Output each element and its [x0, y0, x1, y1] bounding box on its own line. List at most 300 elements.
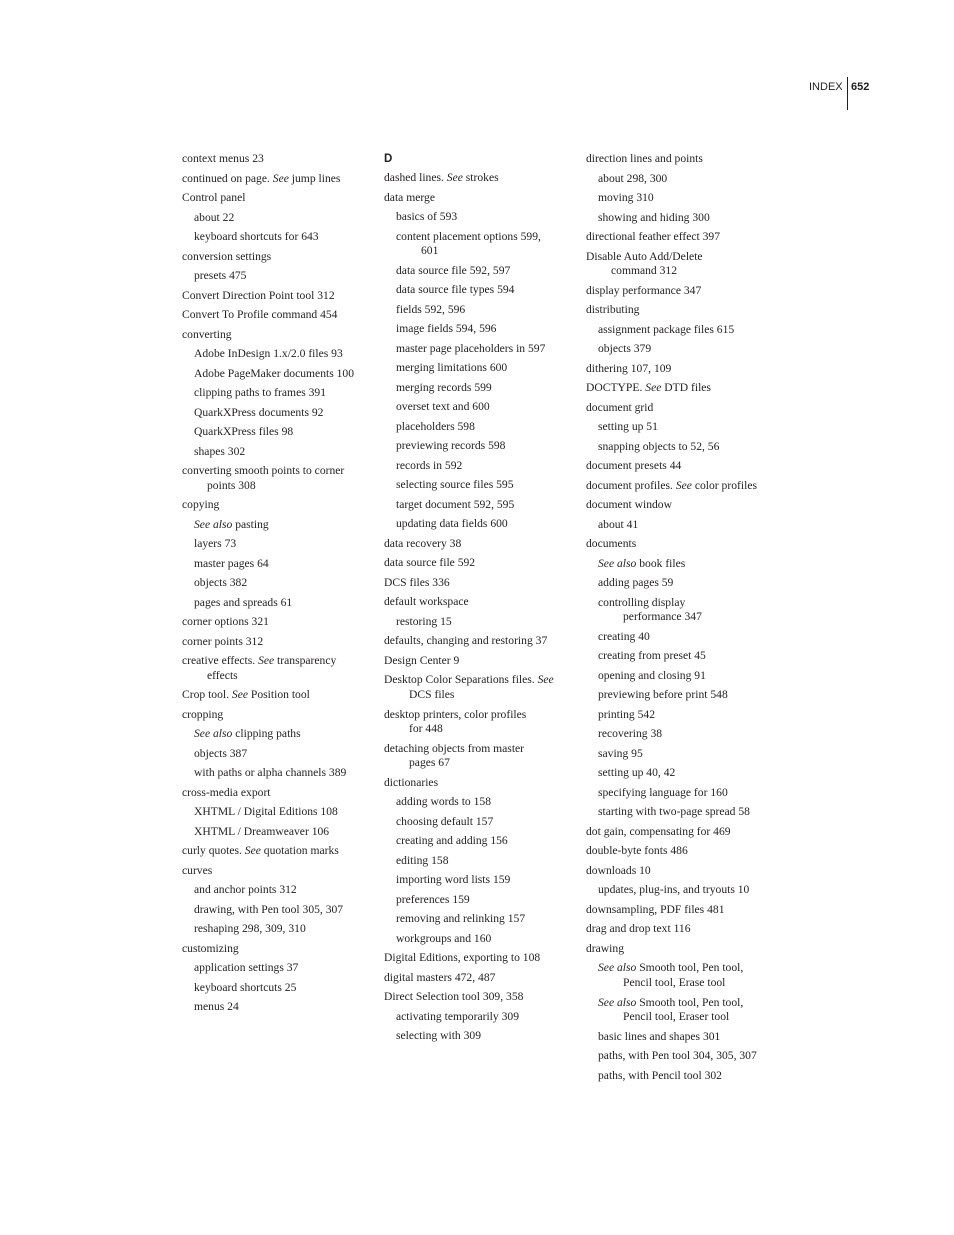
index-subentry: [182, 269, 377, 284]
entry-text-segment: Crop tool.: [182, 688, 232, 702]
index-subentry: [182, 903, 377, 918]
index-subentry: [182, 211, 377, 226]
index-entry: [384, 556, 579, 571]
index-subentry: [586, 688, 781, 703]
index-entry: [384, 634, 579, 649]
index-subentry: [182, 596, 377, 611]
index-subentry: [384, 322, 579, 337]
entry-text: cropping: [182, 707, 224, 721]
entry-text-segment: Smooth tool, Pen tool,: [636, 961, 744, 975]
entry-text: merging limitations 600: [396, 361, 508, 375]
cross-reference-label: See: [244, 844, 261, 858]
entry-text: placeholders 598: [396, 419, 475, 433]
entry-text-segment: strokes: [462, 171, 499, 185]
index-entry: [384, 971, 579, 986]
entry-text: creating and adding 156: [396, 834, 508, 848]
entry-text: clipping paths to frames 391: [194, 386, 327, 399]
entry-text: document window: [586, 498, 672, 512]
entry-text: detaching objects from master: [384, 741, 525, 755]
entry-text: layers 73: [194, 537, 237, 551]
entry-text: master pages 64: [194, 556, 269, 570]
entry-text: curves: [182, 863, 213, 877]
entry-text: saving 95: [598, 746, 643, 760]
entry-text-segment: Smooth tool, Pen tool,: [636, 995, 744, 1009]
entry-text-segment: quotation marks: [260, 844, 339, 858]
index-subentry: [182, 766, 377, 781]
index-subentry: [384, 420, 579, 435]
index-subentry: [182, 883, 377, 898]
entry-text: [586, 381, 781, 396]
index-subentry: [384, 439, 579, 454]
index-subentry: [384, 381, 579, 396]
index-entry: [182, 328, 377, 343]
entry-text-segment: continued on page.: [182, 171, 273, 185]
entry-text: QuarkXPress documents 92: [194, 405, 324, 419]
index-subentry: [384, 342, 579, 357]
index-subentry: [384, 932, 579, 947]
index-subentry: [586, 557, 781, 572]
entry-text: shapes 302: [194, 444, 246, 458]
index-subentry: [384, 854, 579, 869]
index-subentry: [586, 576, 781, 591]
index-entry: [182, 635, 377, 650]
entry-text: overset text and 600: [396, 400, 490, 414]
entry-continuation: performance 347: [623, 610, 702, 624]
index-entry: [384, 673, 579, 702]
cross-reference-label: See: [675, 478, 692, 492]
index-entry: [586, 864, 781, 879]
entry-continuation: 601: [421, 244, 439, 258]
entry-text: adding pages 59: [598, 576, 674, 590]
entry-text: digital masters 472, 487: [384, 970, 496, 984]
section-label: INDEX: [809, 81, 843, 93]
entry-text: basic lines and shapes 301: [598, 1029, 721, 1043]
entry-text: drawing: [586, 941, 624, 955]
index-subentry: [182, 425, 377, 440]
entry-text-segment: curly quotes.: [182, 844, 245, 858]
index-subentry: [586, 805, 781, 820]
entry-text: corner options 321: [182, 615, 269, 629]
index-entry: [586, 284, 781, 299]
index-subentry: [384, 303, 579, 318]
index-entry: [182, 708, 377, 723]
index-subentry: [586, 883, 781, 898]
entry-text: document grid: [586, 400, 654, 414]
entry-text-segment: document profiles.: [586, 478, 676, 492]
index-subentry: [182, 981, 377, 996]
entry-text: [194, 518, 377, 533]
entry-text: printing 542: [598, 707, 656, 721]
entry-text: context menus 23: [182, 152, 264, 165]
index-entry: [182, 844, 377, 859]
entry-text: conversion settings: [182, 249, 272, 263]
index-entry: [586, 303, 781, 318]
index-entry: [182, 289, 377, 304]
index-subentry: [586, 440, 781, 455]
cross-reference-label: See: [645, 381, 662, 395]
index-subentry: [182, 445, 377, 460]
index-subentry: [586, 323, 781, 338]
index-entry: [384, 990, 579, 1005]
index-subentry: [182, 961, 377, 976]
index-entry: [182, 172, 377, 187]
entry-text-segment: DOCTYPE.: [586, 381, 646, 395]
index-subentry: [586, 747, 781, 762]
index-subentry: [384, 361, 579, 376]
entry-text: dithering 107, 109: [586, 361, 672, 375]
index-subentry: [384, 1029, 579, 1044]
index-subentry: [586, 211, 781, 226]
entry-text: menus 24: [194, 1000, 239, 1014]
entry-text: objects 379: [598, 342, 652, 356]
entry-continuation: command 312: [611, 264, 678, 278]
entry-text: selecting with 309: [396, 1029, 482, 1043]
cross-reference-label: See: [446, 171, 463, 185]
entry-text: [598, 961, 781, 976]
entry-text: paths, with Pen tool 304, 305, 307: [598, 1049, 757, 1063]
entry-text: copying: [182, 498, 220, 512]
entry-text: XHTML / Digital Editions 108: [194, 805, 338, 819]
entry-text: content placement options 599,: [396, 229, 541, 243]
entry-text-segment: creative effects.: [182, 654, 259, 668]
index-subentry: [586, 191, 781, 206]
entry-text: image fields 594, 596: [396, 322, 497, 336]
index-subentry: [586, 596, 781, 625]
entry-text: paths, with Pencil tool 302: [598, 1068, 722, 1082]
entry-text: previewing before print 548: [598, 688, 728, 702]
index-entry: [384, 595, 579, 610]
entry-text: cross-media export: [182, 785, 271, 799]
entry-text: activating temporarily 309: [396, 1009, 519, 1023]
entry-text: distributing: [586, 303, 640, 317]
index-entry: [384, 537, 579, 552]
entry-text: opening and closing 91: [598, 668, 706, 682]
index-subentry: [182, 537, 377, 552]
index-subentry: [586, 669, 781, 684]
index-entry: [586, 844, 781, 859]
index-subentry: [586, 518, 781, 533]
index-subentry: [182, 576, 377, 591]
entry-text: corner points 312: [182, 634, 264, 648]
index-entry: [384, 776, 579, 791]
entry-text-segment: clipping paths: [232, 727, 301, 741]
entry-text: dot gain, compensating for 469: [586, 824, 731, 838]
entry-text: data recovery 38: [384, 536, 462, 550]
index-subentry: [586, 172, 781, 187]
index-subentry: [182, 727, 377, 742]
index-entry: [384, 576, 579, 591]
entry-text: updating data fields 600: [396, 517, 508, 531]
entry-text: specifying language for 160: [598, 785, 728, 799]
entry-text: creating 40: [598, 629, 650, 643]
index-entry: [586, 825, 781, 840]
entry-text: controlling display: [598, 595, 686, 609]
entry-text: document presets 44: [586, 459, 682, 473]
index-subentry: [182, 805, 377, 820]
entry-text: workgroups and 160: [396, 931, 492, 945]
index-subentry: [586, 727, 781, 742]
index-column-3: [586, 152, 781, 1084]
entry-text: keyboard shortcuts for 643: [194, 230, 319, 243]
index-subentry: [586, 1030, 781, 1045]
entry-text: removing and relinking 157: [396, 912, 526, 926]
index-column-1: [182, 152, 377, 1015]
index-subentry: [182, 1000, 377, 1015]
index-subentry: [384, 1010, 579, 1025]
entry-text: QuarkXPress files 98: [194, 425, 294, 438]
entry-text: target document 592, 595: [396, 497, 515, 511]
entry-text: reshaping 298, 309, 310: [194, 922, 306, 936]
entry-text: about 22: [194, 210, 235, 224]
entry-text-segment: jump lines: [288, 171, 341, 185]
entry-text: Convert To Profile command 454: [182, 308, 338, 321]
entry-text: drag and drop text 116: [586, 922, 691, 936]
entry-text: about 298, 300: [598, 171, 668, 185]
index-column-2: [384, 152, 579, 1044]
entry-text: data merge: [384, 190, 435, 204]
entry-text: application settings 37: [194, 961, 299, 975]
index-entry: [586, 401, 781, 416]
cross-reference-label: See: [537, 673, 554, 687]
entry-text: direction lines and points: [586, 152, 703, 165]
index-entry: [182, 464, 377, 493]
entry-text: data source file 592, 597: [396, 263, 511, 277]
index-subentry: [182, 518, 377, 533]
entry-text: snapping objects to 52, 56: [598, 439, 720, 453]
index-subentry: [182, 406, 377, 421]
entry-text: basics of 593: [396, 210, 458, 224]
entry-text: Design Center 9: [384, 653, 460, 667]
cross-reference-label: See also: [598, 995, 637, 1009]
entry-continuation: DCS files: [409, 688, 455, 702]
entry-text: presets 475: [194, 269, 247, 282]
entry-text: preferences 159: [396, 892, 470, 906]
entry-text: Digital Editions, exporting to 108: [384, 951, 541, 965]
entry-text: [194, 727, 377, 742]
index-entry: [586, 152, 781, 167]
entry-text-segment: Desktop Color Separations files.: [384, 673, 538, 687]
index-subentry: [384, 615, 579, 630]
cross-reference-label: See: [272, 171, 289, 185]
entry-text: [182, 172, 377, 187]
letter-heading: D: [384, 153, 393, 165]
index-entry: [586, 362, 781, 377]
index-entry: [384, 171, 579, 186]
index-entry: [182, 688, 377, 703]
index-entry: [586, 903, 781, 918]
entry-text: importing word lists 159: [396, 873, 511, 887]
entry-text: defaults, changing and restoring 37: [384, 634, 548, 648]
cross-reference-label: See also: [598, 961, 637, 975]
entry-text: about 41: [598, 517, 639, 531]
index-entry: [384, 951, 579, 966]
index-subentry: [586, 1049, 781, 1064]
index-subentry: [586, 766, 781, 781]
index-subentry: [586, 420, 781, 435]
index-subentry: [182, 825, 377, 840]
index-entry: [384, 191, 579, 206]
entry-text: editing 158: [396, 853, 449, 867]
index-subentry: [384, 210, 579, 225]
entry-text: Disable Auto Add/Delete: [586, 249, 703, 263]
entry-text: moving 310: [598, 191, 654, 204]
entry-text: [182, 844, 377, 859]
entry-text-segment: book files: [636, 556, 686, 570]
entry-continuation: effects: [207, 668, 238, 682]
entry-continuation: pages 67: [409, 756, 450, 770]
page-number: 652: [851, 81, 870, 93]
entry-text: and anchor points 312: [194, 883, 297, 897]
index-subentry: [586, 649, 781, 664]
index-entry: [182, 152, 377, 167]
entry-text: desktop printers, color profiles: [384, 707, 527, 721]
index-entry: [586, 922, 781, 937]
entry-text: assignment package files 615: [598, 322, 735, 336]
index-subentry: [384, 478, 579, 493]
index-subentry: [586, 1069, 781, 1084]
entry-text: recovering 38: [598, 727, 663, 741]
index-subentry: [384, 230, 579, 259]
entry-text: Direct Selection tool 309, 358: [384, 990, 524, 1004]
index-subentry: [182, 367, 377, 382]
entry-text: Convert Direction Point tool 312: [182, 288, 335, 302]
entry-text: customizing: [182, 941, 239, 955]
entry-text: default workspace: [384, 595, 469, 609]
entry-text: downsampling, PDF files 481: [586, 902, 725, 916]
entry-text: converting smooth points to corner: [182, 464, 345, 477]
entry-text: restoring 15: [396, 614, 452, 628]
entry-text: objects 387: [194, 746, 248, 760]
entry-text: previewing records 598: [396, 439, 506, 453]
entry-text: showing and hiding 300: [598, 210, 710, 224]
entry-text: setting up 40, 42: [598, 766, 676, 780]
entry-continuation: Pencil tool, Erase tool: [623, 976, 726, 990]
entry-text: keyboard shortcuts 25: [194, 980, 297, 994]
entry-text-segment: transparency: [274, 654, 337, 668]
index-subentry: [586, 630, 781, 645]
index-entry: [182, 942, 377, 957]
index-entry: [182, 498, 377, 513]
entry-text: [598, 557, 781, 572]
entry-text: [182, 654, 377, 669]
entry-text: [598, 996, 781, 1011]
index-entry: [182, 615, 377, 630]
index-subentry: [182, 557, 377, 572]
entry-text: fields 592, 596: [396, 302, 466, 316]
index-entry: [182, 864, 377, 879]
entry-text: XHTML / Dreamweaver 106: [194, 824, 330, 838]
header-divider: [847, 77, 848, 110]
index-entry: [182, 654, 377, 683]
cross-reference-label: See: [231, 688, 249, 702]
entry-text-segment: Position tool: [248, 688, 310, 702]
index-subentry: [384, 498, 579, 513]
entry-text: data source file 592: [384, 556, 476, 570]
entry-text: starting with two-page spread 58: [598, 805, 750, 819]
index-entry: [182, 191, 377, 206]
entry-text: adding words to 158: [396, 795, 491, 809]
entry-text: documents: [586, 537, 637, 551]
cross-reference-label: See also: [194, 517, 233, 531]
entry-text: merging records 599: [396, 380, 492, 394]
entry-text: downloads 10: [586, 863, 651, 877]
entry-text: with paths or alpha channels 389: [194, 766, 347, 780]
index-subentry: [384, 517, 579, 532]
cross-reference-label: See: [258, 654, 275, 668]
entry-continuation: points 308: [207, 478, 256, 492]
entry-text: drawing, with Pen tool 305, 307: [194, 902, 344, 916]
index-entry: [586, 537, 781, 552]
index-subentry: [182, 230, 377, 245]
index-subentry: [182, 347, 377, 362]
entry-text: Control panel: [182, 191, 246, 204]
index-entry: [182, 250, 377, 265]
entry-text: creating from preset 45: [598, 649, 706, 663]
entry-text-segment: pasting: [232, 517, 269, 531]
entry-text: pages and spreads 61: [194, 595, 293, 609]
index-entry: [182, 786, 377, 801]
index-entry: [586, 498, 781, 513]
entry-text: data source file types 594: [396, 283, 515, 297]
index-subentry: [586, 996, 781, 1025]
entry-text: DCS files 336: [384, 575, 450, 589]
index-entry: [384, 654, 579, 669]
index-entry: [384, 742, 579, 771]
index-subentry: [586, 961, 781, 990]
entry-text: [384, 673, 579, 688]
index-subentry: [384, 283, 579, 298]
index-subentry: [586, 708, 781, 723]
entry-text: [586, 479, 781, 494]
index-entry: [586, 381, 781, 396]
index-subentry: [586, 342, 781, 357]
entry-text: master page placeholders in 597: [396, 341, 546, 355]
entry-text: [384, 171, 579, 186]
index-subentry: [182, 922, 377, 937]
index-subentry: [384, 459, 579, 474]
entry-text: objects 382: [194, 576, 248, 590]
entry-text: choosing default 157: [396, 814, 494, 828]
entry-text-segment: color profiles: [691, 478, 757, 492]
index-subentry: [182, 747, 377, 762]
index-entry: [586, 250, 781, 279]
entry-text: records in 592: [396, 458, 463, 472]
index-entry: [586, 230, 781, 245]
index-subentry: [586, 786, 781, 801]
index-subentry: [384, 400, 579, 415]
index-subentry: [384, 795, 579, 810]
index-subentry: [384, 815, 579, 830]
index-entry: [586, 942, 781, 957]
cross-reference-label: See also: [598, 556, 637, 570]
index-subentry: [384, 834, 579, 849]
entry-text: selecting source files 595: [396, 478, 514, 492]
entry-text: directional feather effect 397: [586, 230, 721, 243]
entry-text: [182, 688, 377, 703]
index-subentry: [384, 893, 579, 908]
entry-text: setting up 51: [598, 420, 658, 434]
entry-text-segment: dashed lines.: [384, 171, 447, 185]
index-entry: [586, 459, 781, 474]
entry-text: double-byte fonts 486: [586, 844, 688, 858]
entry-text: Adobe PageMaker documents 100: [194, 366, 355, 380]
entry-continuation: Pencil tool, Eraser tool: [623, 1010, 730, 1024]
index-entry: [182, 308, 377, 323]
entry-text: dictionaries: [384, 775, 439, 789]
entry-text: Adobe InDesign 1.x/2.0 files 93: [194, 347, 343, 360]
entry-text: converting: [182, 327, 232, 341]
entry-continuation: for 448: [409, 722, 443, 736]
